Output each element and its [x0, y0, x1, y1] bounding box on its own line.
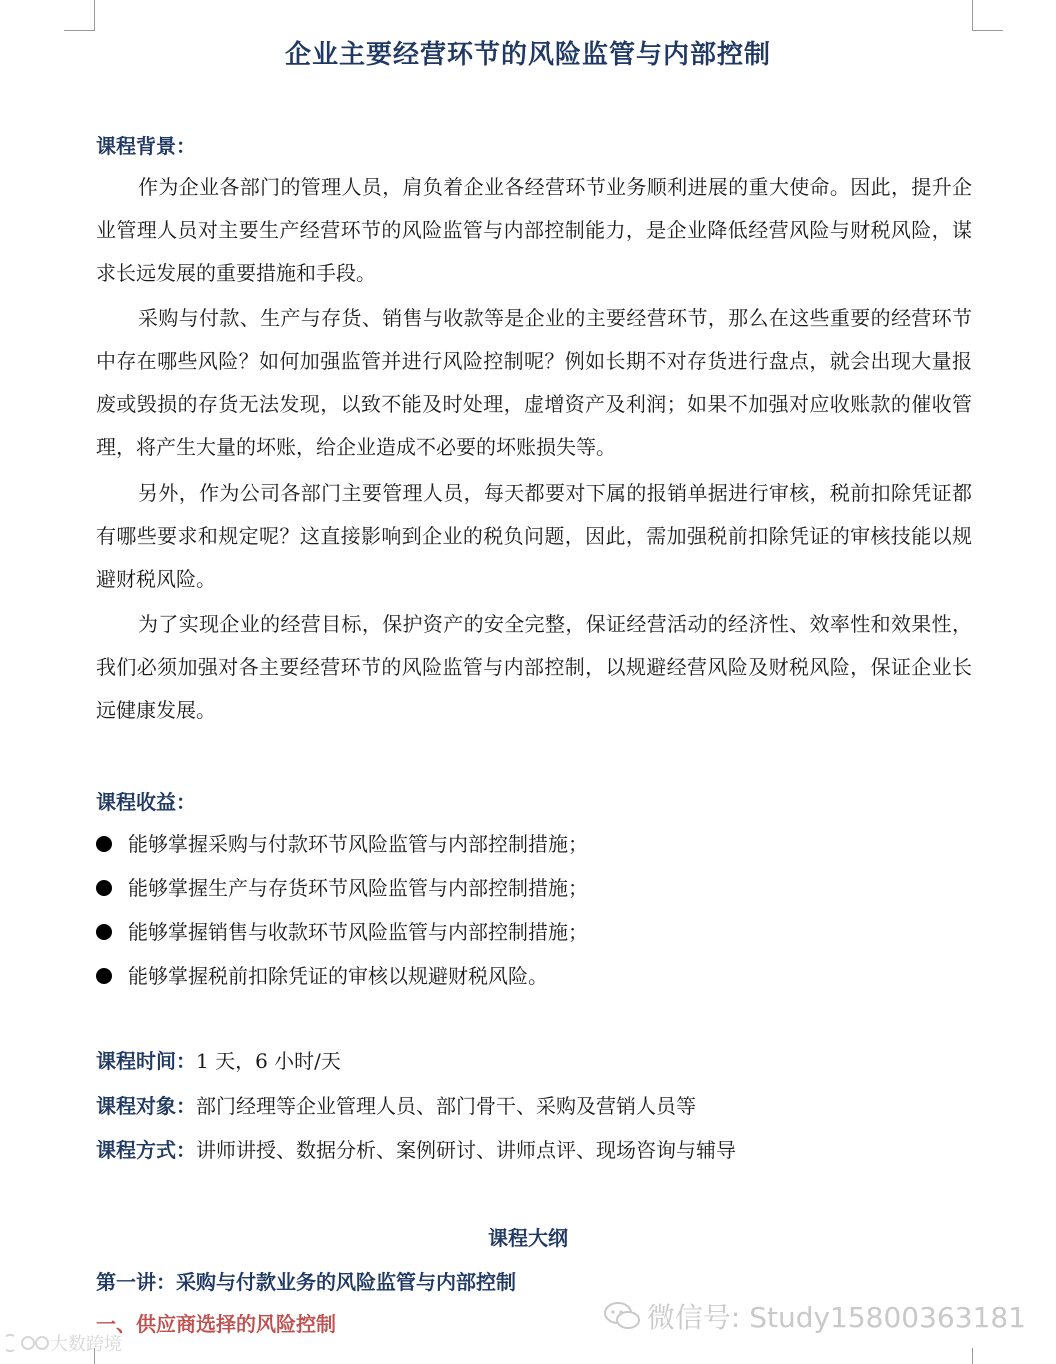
bullet-icon [96, 836, 112, 852]
lecture-heading: 第一讲：采购与付款业务的风险监管与内部控制 [96, 1270, 516, 1294]
background-paragraph-2: 采购与付款、生产与存货、销售与收款等是企业的主要经营环节，那么在这些重要的经营环节中存在哪些风险？如何加强监管并进行风险控制呢？例如长期不对存货进行盘点，就会出现大量报废或毁损的存货无法发现，以致不能及时处理，虚增资产及利润；如果不加强对应收账款的催收管理，将产生大量的坏账，给企业造成不必要的坏账损失等。 [96, 306, 972, 459]
course-audience-value: 部门经理等企业管理人员、部门骨干、采购及营销人员等 [196, 1094, 696, 1118]
course-time [96, 1046, 341, 1076]
bullet-icon [96, 968, 112, 984]
brand-watermark [6, 1330, 122, 1356]
outline-title: 课程大纲 [488, 1226, 568, 1250]
crop-mark-top-right [972, 0, 973, 30]
benefits-list [96, 822, 588, 998]
brand-logo-icon [6, 1332, 50, 1354]
benefit-text: 能够掌握销售与收款环节风险监管与内部控制措施； [128, 920, 588, 944]
wechat-icon [603, 1301, 641, 1331]
benefit-text: 能够掌握采购与付款环节风险监管与内部控制措施； [128, 832, 588, 856]
list-item [96, 866, 588, 910]
course-audience [96, 1091, 696, 1121]
wechat-watermark-text: 微信号: Study15800363181 [646, 1301, 1026, 1334]
course-method [96, 1135, 736, 1165]
course-method-value: 讲师讲授、数据分析、案例研讨、讲师点评、现场咨询与辅导 [196, 1138, 736, 1162]
background-paragraph-1: 作为企业各部门的管理人员，肩负着企业各经营环节业务顺利进展的重大使命。因此，提升企业管理人员对主要生产经营环节的风险监管与内部控制能力，是企业降低经营风险与财税风险，谋求长远发展的重要措施和手段。 [96, 175, 972, 285]
bullet-icon [96, 880, 112, 896]
crop-mark-bottom-right [972, 1348, 973, 1364]
benefit-text: 能够掌握生产与存货环节风险监管与内部控制措施； [128, 876, 588, 900]
crop-mark-top-left [94, 0, 95, 30]
course-audience-label: 课程对象： [96, 1094, 196, 1118]
benefit-text: 能够掌握税前扣除凭证的审核以规避财税风险。 [128, 964, 548, 988]
background-paragraph-3: 另外，作为公司各部门主要管理人员，每天都要对下属的报销单据进行审核，税前扣除凭证都有哪些要求和规定呢？这直接影响到企业的税负问题，因此，需加强税前扣除凭证的审核技能以规避财税风险。 [96, 481, 972, 591]
brand-watermark-text: 大数跨境 [50, 1334, 122, 1355]
course-method-label: 课程方式： [96, 1138, 196, 1162]
list-item [96, 954, 588, 998]
crop-mark-top-right-h [972, 30, 1003, 31]
document-title: 企业主要经营环节的风险监管与内部控制 [284, 40, 771, 70]
benefits-heading: 课程收益： [96, 790, 196, 814]
list-item [96, 910, 588, 954]
course-time-value: 1 天，6 小时/天 [196, 1049, 341, 1073]
list-item [96, 822, 588, 866]
background-heading: 课程背景： [96, 134, 196, 158]
background-paragraph-4: 为了实现企业的经营目标，保护资产的安全完整，保证经营活动的经济性、效率性和效果性，我们必须加强对各主要经营环节的风险监管与内部控制，以规避经营风险及财税风险，保证企业长远健康发展。 [96, 612, 972, 722]
section-heading: 一、供应商选择的风险控制 [96, 1312, 336, 1336]
crop-mark-top-left-h [64, 30, 95, 31]
course-time-label: 课程时间： [96, 1049, 196, 1073]
wechat-watermark [603, 1296, 1026, 1336]
bullet-icon [96, 924, 112, 940]
